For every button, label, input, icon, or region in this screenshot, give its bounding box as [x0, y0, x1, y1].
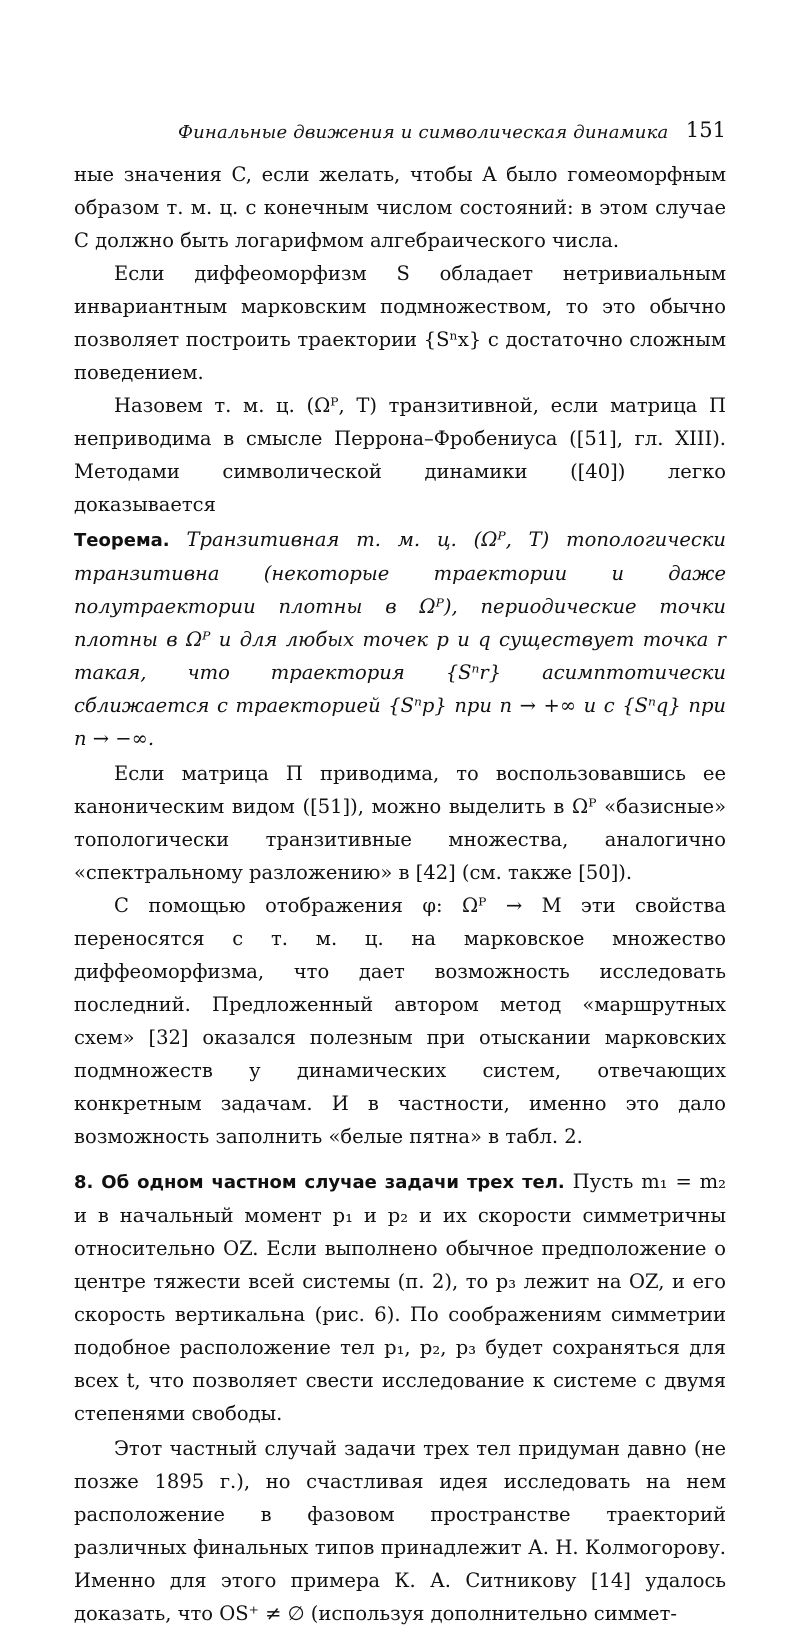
theorem-label: Теорема. [74, 530, 170, 551]
section-heading: 8. Об одном частном случае задачи трех тел. [74, 1172, 565, 1193]
theorem-text: Транзитивная т. м. ц. (Ωᴾ, T) топологически транзитивна (некоторые траектории и даже полутраектории плотны в Ωᴾ), периодические точки плотны в Ωᴾ и для любых точек p и q существует точка r такая, что траектория {Sⁿr} асимптотически сближается с траекторией {Sⁿp} при n → +∞ и с {Sⁿq} при n → −∞. [74, 528, 726, 750]
body-text [74, 158, 726, 1630]
paragraph-continuation: ные значения C, если желать, чтобы A было гомеоморфным образом т. м. ц. с конечным числом состояний: в этом случае C должно быть логарифмом алгебраического числа. [74, 163, 726, 252]
theorem [74, 523, 726, 755]
running-title: Финальные движения и символическая динамика [178, 122, 669, 143]
page-number: 151 [685, 118, 726, 142]
paragraph-reducible-matrix: Если матрица П приводима, то воспользовавшись ее каноническим видом ([51]), можно выделить в Ωᴾ «базисные» топологически транзитивные множества, аналогично «спектральному разложению» в [42] (см. также [50]). [74, 762, 726, 884]
paragraph-mapping: С помощью отображения φ: Ωᴾ → M эти свойства переносятся с т. м. ц. на марковское множество диффеоморфизма, что дает возможность исследовать последний. Предложенный автором метод «маршрутных схем» [32] оказался полезным при отыскании марковских подмножеств у динамических систем, отвечающих конкретным задачам. И в частности, именно это дало возможность заполнить «белые пятна» в табл. 2. [74, 894, 726, 1148]
paragraph-diffeomorphism: Если диффеоморфизм S обладает нетривиальным инвариантным марковским подмножеством, то это обычно позволяет построить траектории {Sⁿx} с достаточно сложным поведением. [74, 262, 726, 384]
section-text: Пусть m₁ = m₂ и в начальный момент p₁ и p₂ и их скорости симметричны относительно OZ. Если выполнено обычное предположение о центре тяжести всей системы (п. 2), то p₃ лежит на OZ, и его скорость вертикальна (рис. 6). По соображениям симметрии подобное расположение тел p₁, p₂, p₃ будет сохраняться для всех t, что позволяет свести исследование к системе с двумя степенями свободы. [74, 1170, 726, 1425]
paragraph-transitive-definition: Назовем т. м. ц. (Ωᴾ, T) транзитивной, если матрица П неприводима в смысле Перрона–Фробениуса ([51], гл. XIII). Методами символической динамики ([40]) легко доказывается [74, 394, 726, 516]
paragraph-three-body: Этот частный случай задачи трех тел придуман давно (не позже 1895 г.), но счастливая идея исследовать на нем расположение в фазовом пространстве траекторий различных финальных типов принадлежит А. Н. Колмогорову. Именно для этого примера К. А. Ситникову [14] удалось доказать, что OS⁺ ≠ ∅ (используя дополнительно симмет- [74, 1437, 726, 1625]
running-head [74, 118, 726, 148]
spacer [74, 1153, 726, 1165]
section-8 [74, 1165, 726, 1430]
